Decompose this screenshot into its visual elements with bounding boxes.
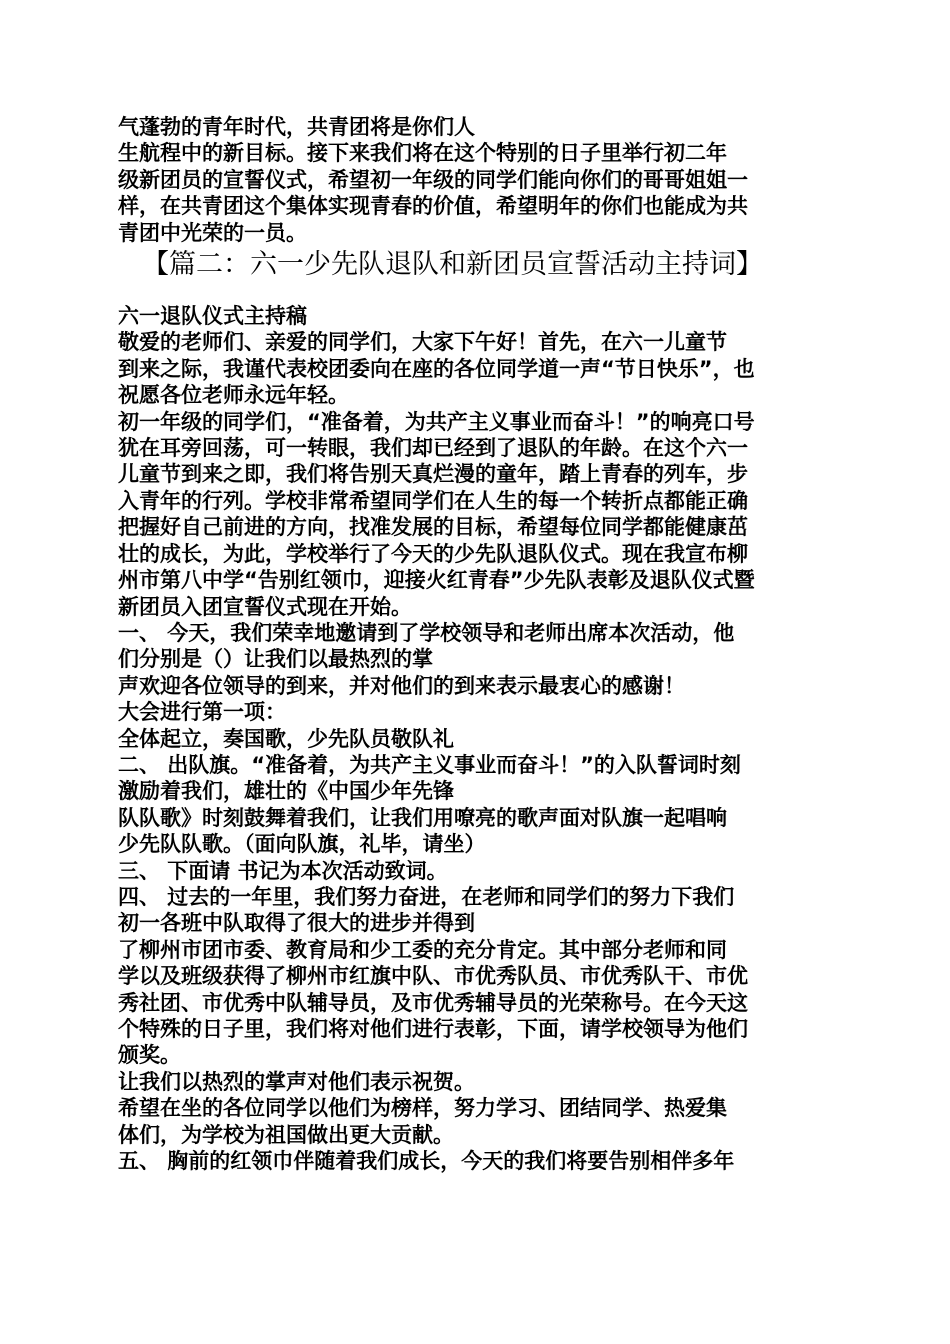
text-line: 新团员入团宣誓仪式现在开始。 — [118, 594, 412, 619]
text-line: 让我们以热烈的掌声对他们表示祝贺。 — [118, 1069, 475, 1094]
text-line: 到来之际，我谨代表校团委向在座的各位同学道一声“节日快乐”，也 — [118, 356, 755, 381]
document-body — [118, 114, 838, 1174]
text-line: 犹在耳旁回荡，可一转眼，我们却已经到了退队的年龄。在这个六一 — [118, 436, 748, 461]
text-line: 样，在共青团这个集体实现青春的价值，希望明年的你们也能成为共 — [118, 194, 748, 219]
text-line: 一、 今天，我们荣幸地邀请到了学校领导和老师出席本次活动，他 — [118, 620, 735, 645]
text-line: 二、 出队旗。“准备着，为共产主义事业而奋斗！”的入队誓词时刻 — [118, 752, 741, 777]
text-line: 激励着我们，雄壮的《中国少年先锋 — [118, 779, 454, 804]
text-line: 希望在坐的各位同学以他们为榜样，努力学习、团结同学、热爱集 — [118, 1096, 727, 1121]
text-line: 初一年级的同学们，“准备着，为共产主义事业而奋斗！”的响亮口号 — [118, 409, 755, 434]
text-line: 了柳州市团市委、教育局和少工委的充分肯定。其中部分老师和同 — [118, 937, 727, 962]
text-line: 祝愿各位老师永远年轻。 — [118, 383, 349, 408]
intro-paragraph — [118, 114, 838, 246]
text-line: 级新团员的宣誓仪式，希望初一年级的同学们能向你们的哥哥姐姐一 — [118, 167, 748, 192]
text-line: 儿童节到来之即，我们将告别天真烂漫的童年，踏上青春的列车，步 — [118, 462, 748, 487]
text-line: 大会进行第一项： — [118, 700, 286, 725]
text-line: 州市第八中学“告别红领巾，迎接火红青春”少先队表彰及退队仪式暨 — [118, 568, 755, 593]
text-line: 五、 胸前的红领巾伴随着我们成长，今天的我们将要告别相伴多年 — [118, 1149, 735, 1174]
text-line: 体们，为学校为祖国做出更大贡献。 — [118, 1122, 454, 1147]
text-line: 青团中光荣的一员。 — [118, 220, 307, 245]
text-line: 个特殊的日子里，我们将对他们进行表彰，下面，请学校领导为他们 — [118, 1017, 748, 1041]
subheading: 六一退队仪式主持稿 — [118, 304, 307, 329]
text-line: 气蓬勃的青年时代，共青团将是你们人 — [118, 115, 475, 139]
text-line: 敬爱的老师们、亲爱的同学们，大家下午好！首先，在六一儿童节 — [118, 330, 727, 355]
text-line: 学以及班级获得了柳州市红旗中队、市优秀队员、市优秀队干、市优 — [118, 964, 748, 989]
text-line: 壮的成长，为此，学校举行了今天的少先队退队仪式。现在我宣布柳 — [118, 541, 748, 566]
text-line: 秀社团、市优秀中队辅导员，及市优秀辅导员的光荣称号。在今天这 — [118, 990, 748, 1015]
text-line: 三、 下面请 书记为本次活动致词。 — [118, 858, 448, 883]
text-line: 四、 过去的一年里，我们努力奋进，在老师和同学们的努力下我们 — [118, 884, 735, 909]
text-line: 入青年的行列。学校非常希望同学们在人生的每一个转折点都能正确 — [118, 488, 748, 513]
text-line: 初一各班中队取得了很大的进步并得到 — [118, 911, 475, 936]
text-line: 全体起立，奏国歌，少先队员敬队礼 — [118, 726, 454, 751]
text-line: 颁奖。 — [118, 1043, 181, 1068]
text-line: 少先队队歌。（面向队旗，礼毕，请坐） — [118, 832, 486, 857]
text-line: 把握好自己前进的方向，找准发展的目标，希望每位同学都能健康茁 — [118, 515, 748, 540]
main-text — [118, 303, 838, 1174]
text-line: 生航程中的新目标。接下来我们将在这个特别的日子里举行初二年 — [118, 141, 727, 166]
text-line: 队队歌》时刻鼓舞着我们，让我们用嘹亮的歌声面对队旗一起唱响 — [118, 805, 727, 830]
section-heading: 【篇二：六一少先队退队和新团员宣誓活动主持词】 — [142, 249, 763, 281]
text-line: 声欢迎各位领导的到来，并对他们的到来表示最衷心的感谢！ — [118, 673, 685, 698]
text-line: 们分别是（）让我们以最热烈的掌 — [118, 647, 433, 672]
